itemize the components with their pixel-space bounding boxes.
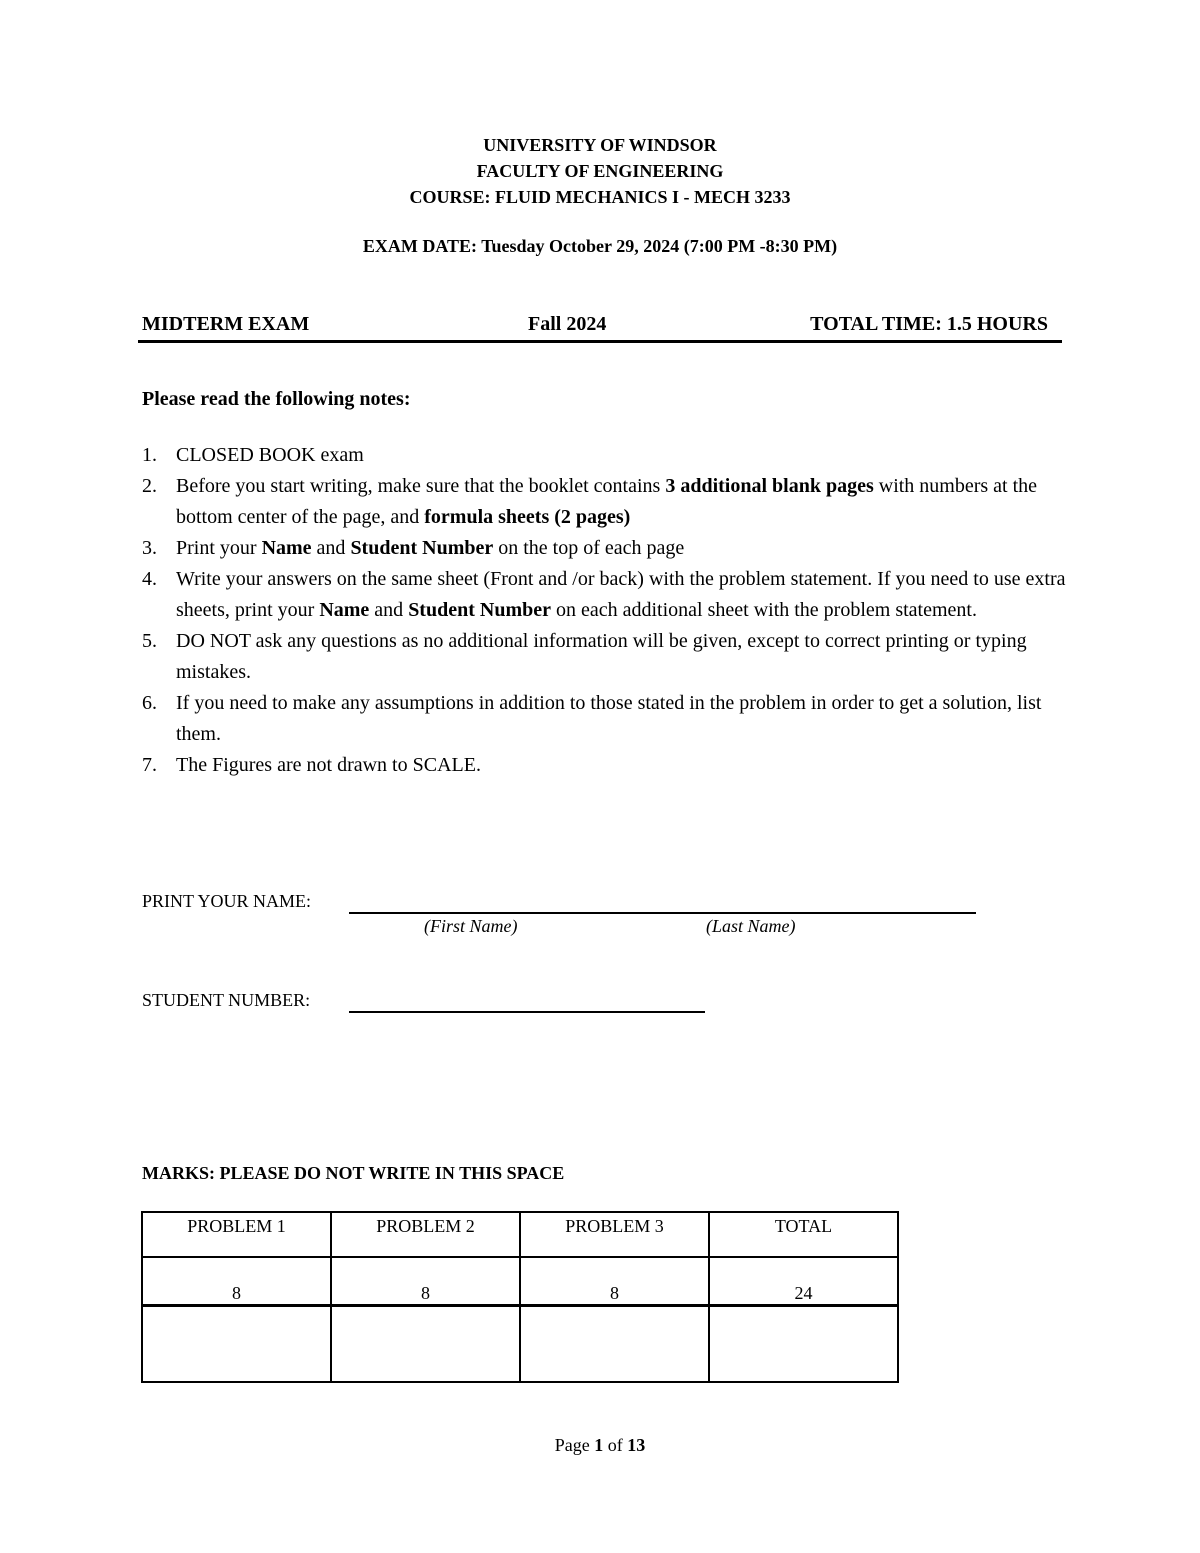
note-emphasis: Name: [319, 599, 370, 621]
note-item: [142, 533, 1072, 564]
note-text: and: [369, 599, 409, 621]
university-name: UNIVERSITY OF WINDSOR: [483, 135, 717, 155]
note-number: 6.: [142, 692, 157, 714]
note-emphasis: 3 additional blank pages: [665, 475, 874, 497]
note-item: [142, 471, 1072, 533]
max-mark: 24: [709, 1257, 898, 1306]
notes-list: [142, 440, 1072, 781]
marks-column-header: PROBLEM 2: [331, 1212, 520, 1257]
marks-max-row: [142, 1257, 898, 1306]
header-divider: [138, 340, 1062, 343]
note-number: 7.: [142, 754, 157, 776]
max-mark: 8: [520, 1257, 709, 1306]
exam-date: [0, 236, 1200, 257]
note-emphasis: formula sheets (2 pages): [424, 506, 631, 528]
score-cell[interactable]: [520, 1306, 709, 1383]
marks-column-header: PROBLEM 1: [142, 1212, 331, 1257]
exam-type: MIDTERM EXAM: [142, 313, 310, 335]
student-number-label: STUDENT NUMBER:: [142, 990, 311, 1010]
score-cell[interactable]: [709, 1306, 898, 1383]
note-text: Before you start writing, make sure that the booklet contains: [176, 475, 666, 497]
page-of: of: [603, 1435, 628, 1455]
course-title: COURSE: FLUID MECHANICS I - MECH 3233: [409, 187, 791, 207]
note-number: 2.: [142, 475, 157, 497]
score-cell[interactable]: [142, 1306, 331, 1383]
first-name-hint: (First Name): [424, 916, 518, 936]
note-item: [142, 626, 1072, 688]
max-mark: 8: [331, 1257, 520, 1306]
note-number: 4.: [142, 568, 157, 590]
note-item: [142, 688, 1072, 750]
note-text: Write your answers on the same sheet (Front and /or back) with the problem statement. If you need to use extra sheets, print your: [176, 568, 1066, 621]
note-item: [142, 564, 1072, 626]
note-text: on each additional sheet with the problem statement.: [550, 599, 977, 621]
student-number-write-line[interactable]: [349, 1011, 705, 1013]
marks-table: [141, 1211, 899, 1383]
note-text: If you need to make any assumptions in addition to those stated in the problem in order to get a solution, list them.: [176, 692, 1042, 745]
note-text: DO NOT ask any questions as no additional information will be given, except to correct printing or typing mistakes.: [176, 630, 1027, 683]
exam-date-label: EXAM DATE:: [362, 236, 482, 256]
notes-heading: Please read the following notes:: [142, 388, 411, 410]
note-number: 3.: [142, 537, 157, 559]
marks-score-row: [142, 1306, 898, 1383]
score-cell[interactable]: [331, 1306, 520, 1383]
exam-date-value: Tuesday October 29, 2024 (7:00 PM -8:30 PM): [481, 236, 838, 256]
note-text: on the top of each page: [493, 537, 685, 559]
note-emphasis: Name: [261, 537, 312, 559]
note-item: [142, 440, 1072, 471]
note-emphasis: Student Number: [350, 537, 494, 559]
page-label: Page: [554, 1435, 595, 1455]
marks-column-header: TOTAL: [709, 1212, 898, 1257]
exam-info-row: [140, 313, 1062, 341]
page-total: 13: [627, 1435, 646, 1455]
note-item: [142, 750, 1072, 781]
max-mark: 8: [142, 1257, 331, 1306]
note-number: 1.: [142, 444, 157, 466]
note-text: Print your: [176, 537, 262, 559]
print-name-label: PRINT YOUR NAME:: [142, 891, 312, 911]
page-current: 1: [594, 1435, 604, 1455]
marks-header-row: [142, 1212, 898, 1257]
name-write-line[interactable]: [349, 912, 976, 914]
note-text: and: [311, 537, 351, 559]
exam-total-time: TOTAL TIME: 1.5 HOURS: [810, 313, 1048, 335]
last-name-hint: (Last Name): [706, 916, 796, 936]
faculty-name: FACULTY OF ENGINEERING: [476, 161, 724, 181]
marks-heading: MARKS: PLEASE DO NOT WRITE IN THIS SPACE: [142, 1163, 565, 1183]
exam-term: Fall 2024: [528, 313, 607, 335]
page-footer: [0, 1435, 1200, 1456]
note-text: The Figures are not drawn to SCALE.: [176, 754, 481, 776]
note-text: CLOSED BOOK exam: [176, 444, 364, 466]
note-text: with numbers at the bottom center of the page, and: [176, 475, 1038, 528]
note-number: 5.: [142, 630, 157, 652]
marks-column-header: PROBLEM 3: [520, 1212, 709, 1257]
note-emphasis: Student Number: [408, 599, 551, 621]
